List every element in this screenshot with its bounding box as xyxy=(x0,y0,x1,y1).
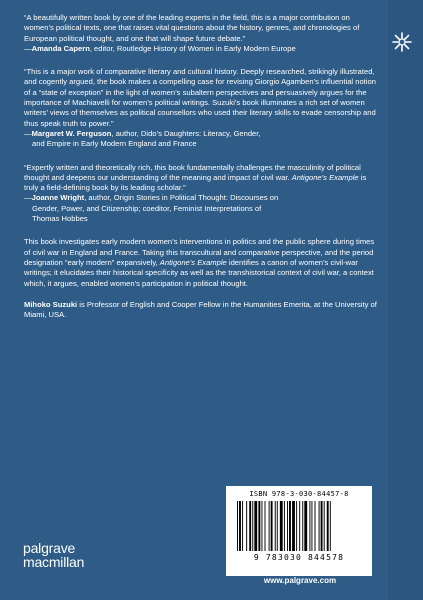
endorsement-text xyxy=(24,163,377,194)
publisher-logo xyxy=(23,541,84,569)
publisher-name-line2: macmillan xyxy=(23,554,85,570)
barcode-digits: 9 783030 844578 xyxy=(253,553,345,562)
author-name: Mihoko Suzuki xyxy=(24,299,78,309)
endorser-name: Margaret W. Ferguson xyxy=(31,128,112,138)
barcode-icon xyxy=(236,501,362,551)
endorsement-attribution: —Margaret W. Ferguson, author, Dido’s Daughters: Literacy, Gender, and Empire in Early Modern England and France xyxy=(24,129,377,150)
book-description xyxy=(24,237,377,288)
endorsement-1 xyxy=(24,13,377,54)
publisher-name-line1: palgrave xyxy=(23,540,76,556)
endorser-affiliation: , author, Origin Stories in Political Thought: Discourses on xyxy=(84,193,279,203)
palgrave-logo-icon xyxy=(391,31,413,53)
endorser-affiliation: , author, Dido’s Daughters: Literacy, Gender, xyxy=(111,128,261,138)
book-title: Antigone’s Example xyxy=(291,172,359,182)
endorsement-text: “A beautifully written book by one of the leading experts in the field, this is a major contribution on women’s political texts, one that raises vital questions about the history, genres, and chronologies of European political thought, and one that will shape future debate.” xyxy=(24,13,360,43)
endorsement-text-part: “Expertly written and theoretically rich, this book fundamentally challenges the masculinity of political thought and deepens our understanding of the meaning and impact of civil war. xyxy=(24,162,361,182)
endorser-name: Amanda Capern xyxy=(31,43,90,53)
endorsement-3 xyxy=(24,163,377,225)
endorsement-text-part: is truly a field-defining book by its leading scholar.” xyxy=(24,172,367,193)
barcode-panel xyxy=(226,486,372,576)
endorsement-attribution: —Joanne Wright, author, Origin Stories in Political Thought: Discourses on Gender, Power, and Citizenship; coeditor, Feminist Interpretations of Thomas Hobbes xyxy=(24,193,377,224)
spine-edge xyxy=(388,0,423,600)
description-text: This book investigates early modern women’s interventions in politics and the public sphere during times of civil war in England and France. Taking this transcultural and comparative perspective, and the period designation “early modern” expansively, xyxy=(24,237,375,267)
endorser-affiliation: , editor, Routledge History of Women in Early Modern Europe xyxy=(89,43,296,53)
book-title: Antigone’s Example xyxy=(159,257,227,267)
endorser-name: Joanne Wright xyxy=(31,193,85,203)
cover-text xyxy=(24,13,377,320)
description-text: identifies a canon of women’s civil-war writings; it elucidates their historical specificity as well as the transhistorical context of civil war, a context which, it argues, enabled women’s participation in political thought. xyxy=(24,257,374,288)
author-bio xyxy=(24,300,377,321)
isbn-label: ISBN 978-3-030-84457-8 xyxy=(249,490,349,498)
endorsement-text: “This is a major work of comparative literary and cultural history. Deeply researched, strikingly illustrated, and cogently argued, the book makes a compelling case for revising Giorgio Agamben’s influential notion of a “state of exception” in the light of women’s subaltern perspectives and persuasively argues for the importance of Machiavelli for women’s political writings. Suzuki’s book illuminates a rich set of women writers’ views of themselves as political counsellors who used their literary skills to evade censorship and thus speak truth to power.” xyxy=(24,67,376,128)
author-bio-text: is Professor of English and Cooper Fellow in the Humanities Emerita, at the University of Miami, USA. xyxy=(24,299,377,320)
endorser-affiliation-cont: Thomas Hobbes xyxy=(32,214,88,224)
endorsement-2 xyxy=(24,67,377,149)
endorsement-attribution: —Amanda Capern, editor, Routledge History of Women in Early Modern Europe xyxy=(24,43,296,53)
endorser-affiliation-cont: Gender, Power, and Citizenship; coeditor, Feminist Interpretations of xyxy=(32,203,262,213)
publisher-url: www.palgrave.com xyxy=(263,576,337,585)
endorser-affiliation-cont: and Empire in Early Modern England and France xyxy=(32,139,197,149)
